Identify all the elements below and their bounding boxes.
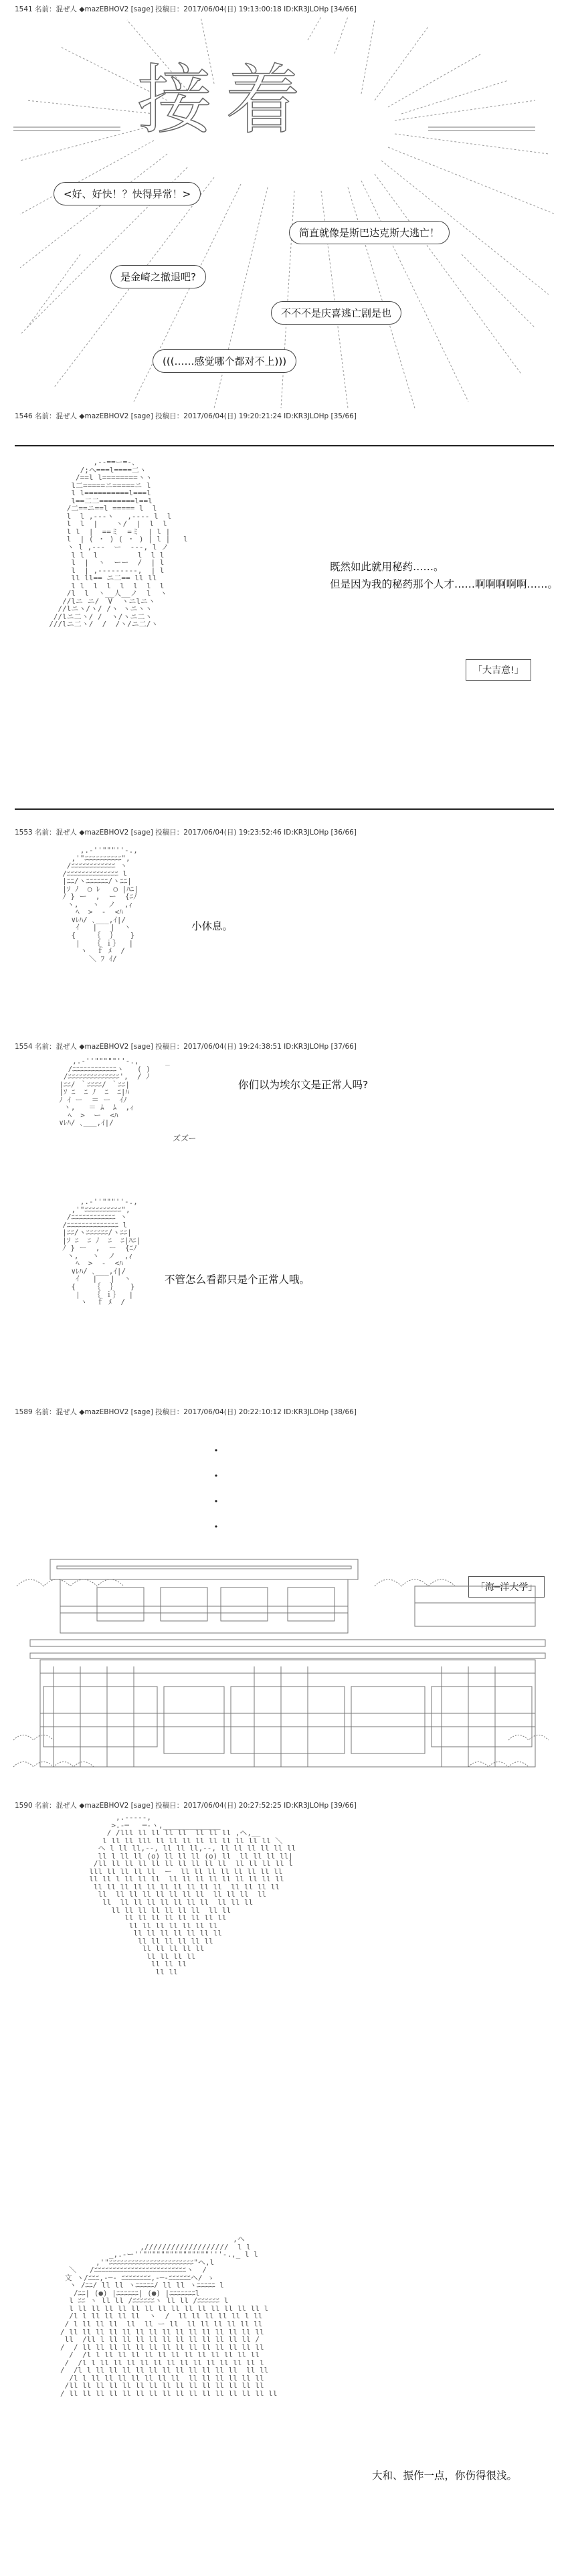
big-text: 接着 xyxy=(137,57,314,144)
ellipsis-dot: ・ xyxy=(210,1495,222,1509)
dialogue-line: 大和、振作一点，你伤得很浅。 xyxy=(372,2470,518,2482)
dialogue-line: 不管怎么看都只是个正常人哦。 xyxy=(165,1274,310,1286)
ascii-art-character: ,.-''"""''-., ,'"ﾆﾆﾆﾆﾆﾆﾆﾆﾆﾆ", /ﾆﾆﾆﾆﾆﾆﾆﾆﾆﾆﾆﾆ ヽ /ﾆﾆﾆﾆﾆﾆﾆﾆﾆﾆﾆﾆﾆﾆ l |ﾆﾆ/ヽﾆﾆﾆﾆﾆﾆ/ヽﾆﾆ| |ｿ ﾆ ﾆ ﾉ ﾆ ﾆ|ﾊﾆ| ﾉ } ー , ー {ﾆﾉ ヽ, ヽ ノ ,ｨ ﾍ > - <ﾊ ∨ﾚﾊ/ ､___,ｲ|/ ｲ | | ヽ { ｛ ｝ } | ｛ ｉ｝ | ヽ ｆ ﾒ / xyxy=(62,1198,141,1307)
speech-bubble: 简直就像是斯巴达克斯大逃亡！ xyxy=(289,221,450,244)
post-header-1554: 1554 名前：混ぜ人 ◆mazEBHOV2 [sage] 投稿日：2017/06/04(日) 19:24:38:51 ID:KR3JLOHp [37/66] xyxy=(15,1043,357,1051)
post-header-1589: 1589 名前：混ぜ人 ◆mazEBHOV2 [sage] 投稿日：2017/06/04(日) 20:22:10:12 ID:KR3JLOHp [38/66] xyxy=(15,1408,357,1416)
ascii-art-character: ,.-----, >.-─ ─-ヽ,_____________ / /lll ll ll ll ll ll ll ll ,ヘ,__ l ll ll lll ll ll ll ll ll ll ll ll ll ＼ ヘ l ll ll,--, ll ll ll,--, ll ll ll ll ll ll ll l ll ll (o) ll ll ll (o) ll ll ll ll ll| /ll ll ll ll ll ll ll ll ll ll ll ll ll ll l lll ll ll ll ll ー ll ll ll ll ll ll ll ll ll ll l ll ll ll ll ll ll ll ll ll ll ll ll ll ll ll ll ll ll ll ll ll ll ll ll ll ll ll ll ll ll ll ll ll ll ll ll ll ll ll ll ll ll ll ll ll ll ll ll ll ll ll ll ll ll ll ll ll ll ll ll ll ll ll ll ll ll ll ll ll ll ll ll ll ll ll ll ll ll ll ll ll ll ll ll ll ll ll ll ll ll ll ll ll ll ll ll ll ll ll ll xyxy=(89,1814,296,1976)
dialogue-line: 既然如此就用秘药……。 xyxy=(330,561,444,573)
post-header-1590: 1590 名前：混ぜ人 ◆mazEBHOV2 [sage] 投稿日：2017/06/04(日) 20:27:52:25 ID:KR3JLOHp [39/66] xyxy=(15,1802,357,1810)
post-header-1553: 1553 名前：混ぜ人 ◆mazEBHOV2 [sage] 投稿日：2017/06/04(日) 19:23:52:46 ID:KR3JLOHp [36/66] xyxy=(15,829,357,837)
post-header-1546: 1546 名前：混ぜ人 ◆mazEBHOV2 [sage] 投稿日：2017/06/04(日) 19:20:21:24 ID:KR3JLOHp [35/66] xyxy=(15,412,357,420)
post-header-1541: 1541 名前：混ぜ人 ◆mazEBHOV2 [sage] 投稿日：2017/06/04(日) 19:13:00:18 ID:KR3JLOHp [34/66] xyxy=(15,5,357,13)
speech-bubble: (((……感觉哪个都对不上))) xyxy=(153,349,296,373)
speech-bubble: 不不不是庆喜逃亡剧是也 xyxy=(271,301,401,325)
ascii-art-character: ,.-''"""""''-., _ /ﾆﾆﾆﾆﾆﾆﾆﾆﾆﾆﾆﾆヽ ( ) /ﾆﾆﾆﾆﾆﾆﾆﾆﾆﾆﾆﾆﾆﾆ', / ﾉ |ﾆﾆ/ ｀ﾆﾆﾆﾆ/ ｀ﾆﾆ| |ｿ ﾆ ﾆ ﾉ ﾆ ﾆ|ﾊ ﾉ ｲ ー ＝ ー ｲﾉ ヽ, ＝ ﾑ ﾑ ,ｨ ﾍ > ー <ﾊ ∨ﾚﾊ/ ､___,ｲ|/ xyxy=(59,1057,170,1128)
speech-bubble: 是金崎之撤退吧? xyxy=(110,265,206,288)
sound-effect: ズズー xyxy=(173,1134,197,1143)
ascii-art-character: ,.-''"""''-., ,'"ﾆﾆﾆﾆﾆﾆﾆﾆﾆﾆ", /ﾆﾆﾆﾆﾆﾆﾆﾆﾆﾆﾆﾆ ヽ /ﾆﾆﾆﾆﾆﾆﾆﾆﾆﾆﾆﾆﾆﾆ l |ﾆﾆ/ヽﾆﾆﾆﾆﾆﾆ/ヽﾆﾆ| |ｿ ﾉ ○ ﾚ ○ |ﾊﾆ| ﾉ } ー , ー {ﾆﾉ ヽ, ヽ ノ ,ｨ ﾍ > - <ﾊ ∨ﾚﾊ/ ､___,ｲ|/ ｲ | | ヽ { ｛ ｝ } | ｛ ｉ｝ | ヽ ｆ ﾒ / ＼ ﾌ ｲ/ xyxy=(62,847,138,963)
dialogue-line: 你们以为埃尔文是正常人吗? xyxy=(238,1079,369,1091)
dialogue-line: 小休息。 xyxy=(191,920,233,932)
ellipsis-dot: ・ xyxy=(210,1521,222,1535)
ellipsis-dot: ・ xyxy=(210,1470,222,1484)
caption-box: 「大吉意!」 xyxy=(466,659,531,681)
ellipsis-dot: ・ xyxy=(210,1444,222,1458)
ascii-art-character: ,ヘ ,/////////////////// l l _,.-ー''"""""""""""""""'''-.,_ l l ,'"ﾆﾆﾆﾆﾆﾆﾆﾆﾆﾆﾆﾆﾆﾆﾆﾆﾆﾆﾆﾆﾆﾆﾆ"ヘ,l ＼ /ﾆﾆﾆﾆﾆﾆﾆﾆﾆﾆﾆﾆﾆﾆﾆﾆﾆﾆﾆﾆﾆﾆﾆﾆﾆヽ / 文 ヽ/ﾆﾆﾆ,-─- ﾆﾆﾆﾆﾆﾆﾆﾆ,-─-ﾆﾆﾆﾆﾆﾆヘ/ ゝ ヽ /ﾆﾆ/ ll ll ヽﾆﾆﾆﾆﾆ/ ll ll ヽﾆﾆﾆﾆﾆ l /ﾆﾆ| (●) |ﾆﾆﾆﾆﾆﾆ| (●) |ﾆﾆﾆﾆﾆﾆﾆl l ﾆﾆ ヽ ll ll /ﾆﾆﾆﾆﾆﾆヽ ll ll /ﾆﾆﾆﾆﾆﾆ l l ll ll ll ll ll ll ll ll ll ll ll ll ll ll l /l l ll ll ll ll ヽ / ll ll ll ll ll l ll / l ll ll ll ll ll ー ll ll ll ll ll ll ll / ll ll ll ll ll ll ll ll ll ll ll ll ll ll ll ll /ll l ll ll ll ll ll ll ll ll ll ll ll / / / ll ll ll ll ll ll ll ll ll ll ll ll ll ll / /l l ll ll ll ll ll ll ll ll ll ll ll ll / /l l ll ll ll ll ll ll ll ll ll ll ll ll l / /l l ll ll ll ll ll ll ll ll ll ll ll ll ll /l l ll ll ll ll ll ll ll ll ll ll ll ll ll /ll ll ll ll ll ll ll ll ll ll ll ll ll ll ll / ll ll ll ll ll ll ll ll ll ll ll ll ll ll ll ll xyxy=(60,2235,278,2398)
caption-box: 「海─洋大学」 xyxy=(468,1576,545,1598)
dialogue-line: 但是因为我的秘药那个人才……啊啊啊啊啊……。 xyxy=(330,578,559,590)
speech-bubble: <好、好快！？快得异常！> xyxy=(54,182,201,205)
ascii-art-character: ,--==ー=-、 /;ヘ===l====二ヽ /==l l========ヽヽ l二=====ニ=====ニ l l l==========l===l l==二二========l==l /二==ニ==l ===== l l l l ,---ヽ ,---- l l l l | ヽ/ | l l l l | ==ミ =ミ | l | l | ( ・ ) ( ・ ) | l | l ヽ l ,--- ー ---, l ノ l l l l l l l | ヽ ーー / | l l | ,---------, | l ll ll== ニ二== ll ll l l l l l l l l /l l ヽ__人__ノ l ヽ //lニ ニ/ V ヽニlニヽ //lニヽ/ヽ/ /ヽ ヽニヽヽ //lニ二ヽ/ / ヽ/ヽニ二ヽ ///lニ二ヽ/ / /ヽ/ニ二/ヽ xyxy=(49,458,188,629)
